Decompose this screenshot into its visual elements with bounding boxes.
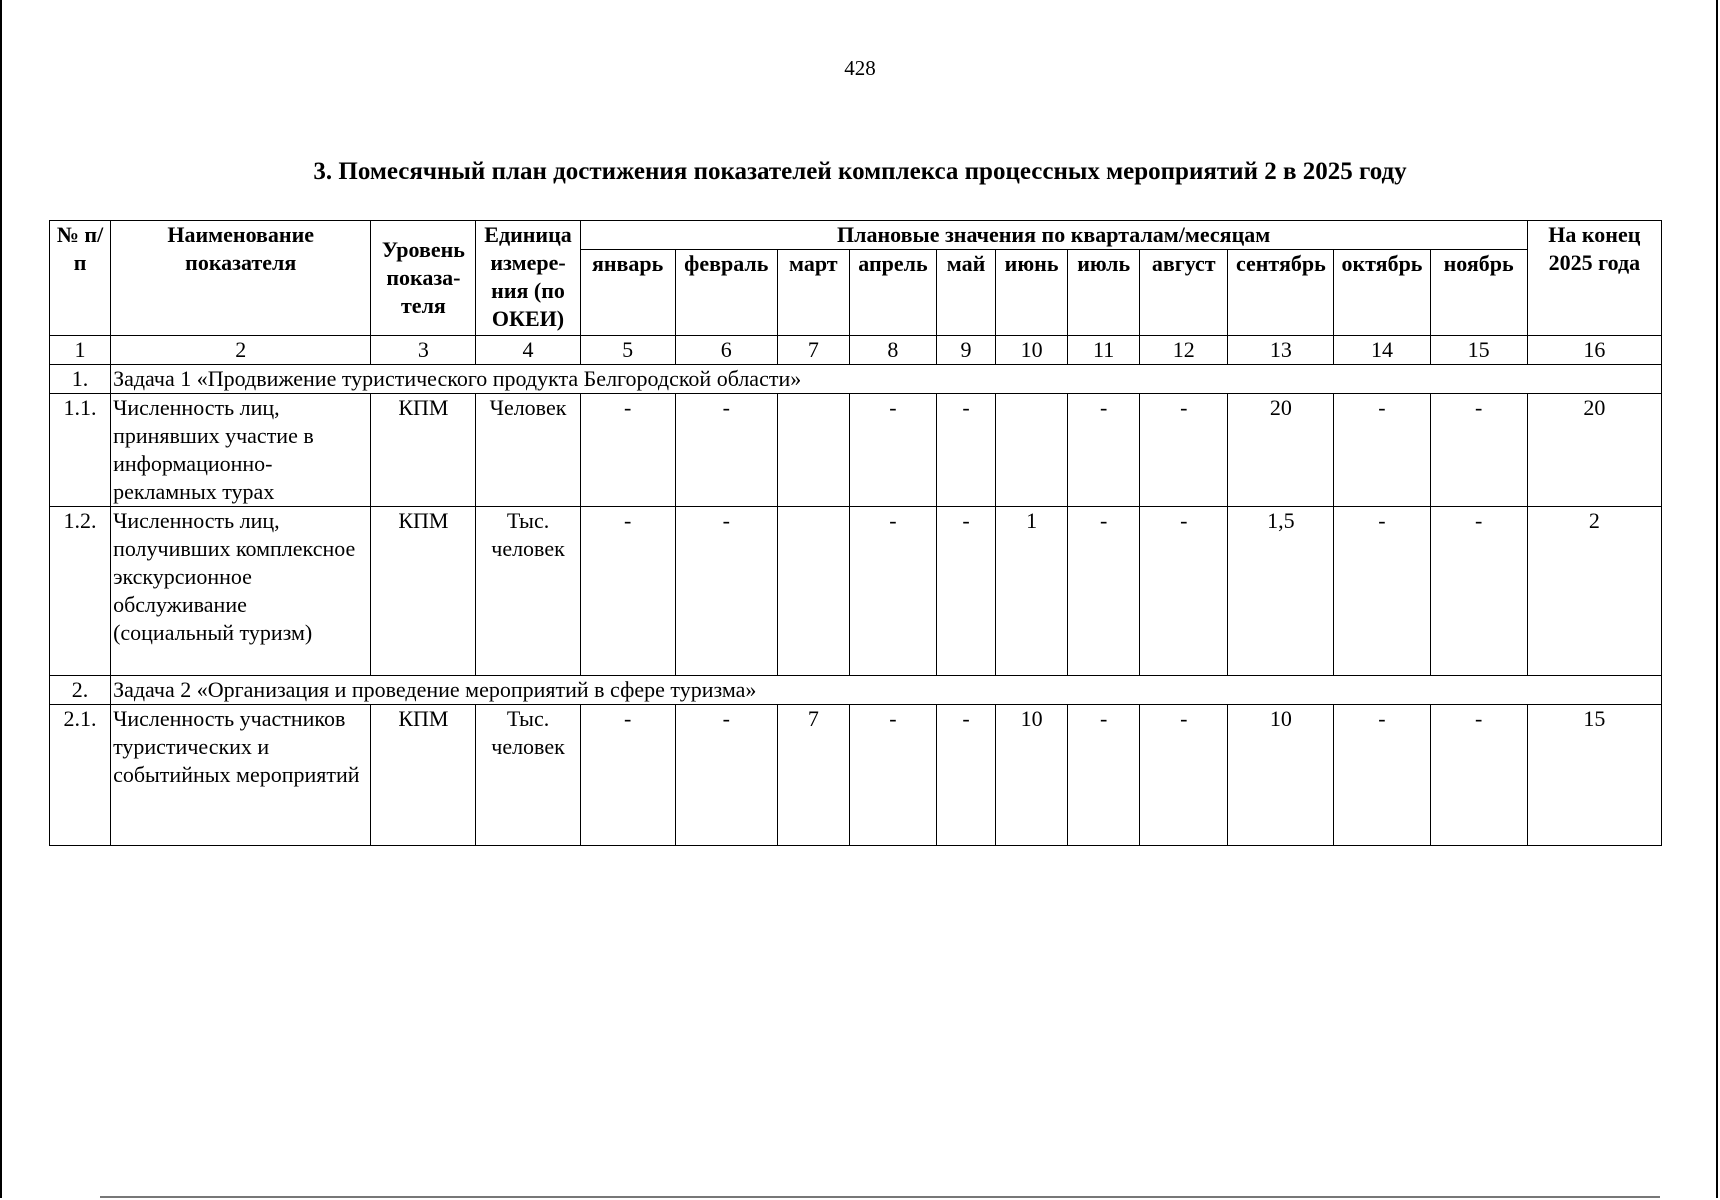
header-month: ноябрь xyxy=(1430,250,1527,336)
month-value: - xyxy=(849,394,936,507)
column-number: 15 xyxy=(1430,336,1527,365)
column-number: 11 xyxy=(1068,336,1140,365)
month-value: 10 xyxy=(996,705,1068,846)
header-month: март xyxy=(777,250,849,336)
month-value: - xyxy=(936,705,995,846)
indicator-row xyxy=(50,705,1662,846)
task-row xyxy=(50,676,1662,705)
month-value: - xyxy=(580,705,675,846)
task-title: Задача 2 «Организация и проведение мероприятий в сфере туризма» xyxy=(111,676,1662,705)
column-number: 16 xyxy=(1527,336,1661,365)
column-number: 8 xyxy=(849,336,936,365)
page-number: 428 xyxy=(844,56,876,80)
indicator-row xyxy=(50,394,1662,507)
column-number: 7 xyxy=(777,336,849,365)
header-month: июль xyxy=(1068,250,1140,336)
header-end-of-year: На конец 2025 года xyxy=(1527,221,1661,336)
task-number: 1. xyxy=(50,365,111,394)
month-value: - xyxy=(1140,705,1228,846)
task-title: Задача 1 «Продвижение туристического продукта Белгородской области» xyxy=(111,365,1662,394)
header-month: октябрь xyxy=(1334,250,1430,336)
indicator-level: КПМ xyxy=(371,507,476,676)
indicator-name: Численность лиц, получивших комплексное экскурсионное обслуживание (социальный туризм) xyxy=(111,507,371,676)
task-row xyxy=(50,365,1662,394)
month-value: - xyxy=(1430,507,1527,676)
indicator-number: 1.1. xyxy=(50,394,111,507)
end-of-year-value: 20 xyxy=(1527,394,1661,507)
end-of-year-value: 15 xyxy=(1527,705,1661,846)
month-value: 1 xyxy=(996,507,1068,676)
month-value: - xyxy=(1334,705,1430,846)
column-number: 12 xyxy=(1140,336,1228,365)
month-value: - xyxy=(1140,507,1228,676)
month-value: - xyxy=(1334,507,1430,676)
end-of-year-value: 2 xyxy=(1527,507,1661,676)
month-value: - xyxy=(675,507,777,676)
document-title: 3. Помесячный план достижения показателей комплекса процессных мероприятий 2 в 2025 году xyxy=(313,158,1407,185)
column-number: 6 xyxy=(675,336,777,365)
month-value: 7 xyxy=(777,705,849,846)
header-month: август xyxy=(1140,250,1228,336)
month-value xyxy=(996,394,1068,507)
indicator-number: 2.1. xyxy=(50,705,111,846)
column-number: 3 xyxy=(371,336,476,365)
indicator-level: КПМ xyxy=(371,705,476,846)
month-value: - xyxy=(1430,394,1527,507)
month-value: - xyxy=(936,394,995,507)
indicator-unit: Тыс. человек xyxy=(476,705,580,846)
column-number-row xyxy=(50,336,1662,365)
indicator-unit: Тыс. человек xyxy=(476,507,580,676)
month-value: - xyxy=(849,507,936,676)
monthly-plan-table xyxy=(49,220,1662,846)
header-row-top xyxy=(50,221,1662,250)
month-value: - xyxy=(849,705,936,846)
month-value: 1,5 xyxy=(1228,507,1334,676)
header-month: январь xyxy=(580,250,675,336)
column-number: 10 xyxy=(996,336,1068,365)
month-value: 20 xyxy=(1228,394,1334,507)
header-month: апрель xyxy=(849,250,936,336)
indicator-name: Численность участников туристических и событийных мероприятий xyxy=(111,705,371,846)
header-plan-group: Плановые значения по кварталам/месяцам xyxy=(580,221,1527,250)
month-value: - xyxy=(580,394,675,507)
month-value: - xyxy=(1140,394,1228,507)
column-number: 14 xyxy=(1334,336,1430,365)
task-number: 2. xyxy=(50,676,111,705)
month-value: - xyxy=(1068,705,1140,846)
header-name: Наименование показателя xyxy=(111,221,371,336)
column-number: 4 xyxy=(476,336,580,365)
column-number: 13 xyxy=(1228,336,1334,365)
month-value: - xyxy=(1430,705,1527,846)
indicator-level: КПМ xyxy=(371,394,476,507)
month-value xyxy=(777,394,849,507)
column-number: 1 xyxy=(50,336,111,365)
month-value xyxy=(777,507,849,676)
month-value: - xyxy=(580,507,675,676)
header-month: сентябрь xyxy=(1228,250,1334,336)
month-value: - xyxy=(675,394,777,507)
month-value: - xyxy=(1334,394,1430,507)
indicator-unit: Человек xyxy=(476,394,580,507)
header-month: июнь xyxy=(996,250,1068,336)
indicator-name: Численность лиц, принявших участие в информационно-рекламных турах xyxy=(111,394,371,507)
month-value: - xyxy=(1068,507,1140,676)
header-no: № п/п xyxy=(50,221,111,336)
header-month: май xyxy=(936,250,995,336)
bottom-rule xyxy=(100,1196,1660,1198)
month-value: - xyxy=(936,507,995,676)
indicator-row xyxy=(50,507,1662,676)
indicator-number: 1.2. xyxy=(50,507,111,676)
month-value: - xyxy=(675,705,777,846)
column-number: 5 xyxy=(580,336,675,365)
month-value: - xyxy=(1068,394,1140,507)
header-level: Уровень показа-теля xyxy=(371,221,476,336)
header-unit: Единица измере-ния (по ОКЕИ) xyxy=(476,221,580,336)
header-month: февраль xyxy=(675,250,777,336)
column-number: 9 xyxy=(936,336,995,365)
month-value: 10 xyxy=(1228,705,1334,846)
column-number: 2 xyxy=(111,336,371,365)
